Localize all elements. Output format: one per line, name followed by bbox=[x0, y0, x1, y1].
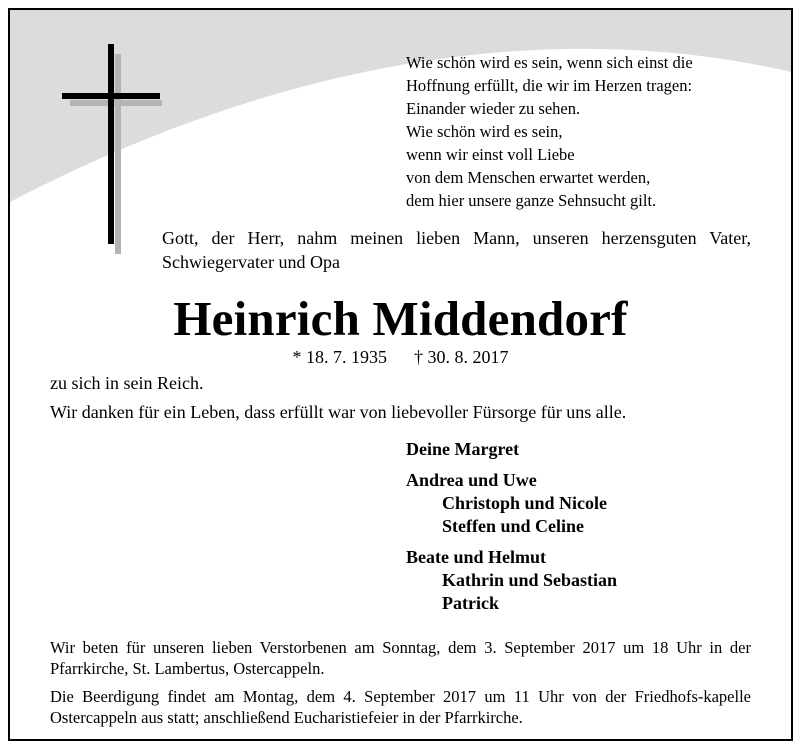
prayer-service-notice: Wir beten für unseren lieben Verstorbenen am Sonntag, dem 3. September 2017 um 18 Uhr in der Pfarrkirche, St. Lambertus, Ostercappeln. bbox=[50, 638, 751, 678]
mourner-family-parents: Andrea und Uwe bbox=[406, 470, 537, 490]
poem-line: Wie schön wird es sein, bbox=[406, 122, 563, 141]
poem-line: dem hier unsere ganze Sehnsucht gilt. bbox=[406, 191, 657, 210]
into-kingdom-text: zu sich in sein Reich. bbox=[50, 373, 204, 393]
mourner-grandchildren: Steffen und Celine bbox=[442, 516, 585, 536]
mourner-wife: Deine Margret bbox=[406, 439, 520, 459]
mourner-grandchildren: Patrick bbox=[442, 593, 499, 613]
memorial-poem bbox=[406, 51, 786, 212]
poem-line: von dem Menschen erwartet werden, bbox=[406, 168, 651, 187]
poem-line: wenn wir einst voll Liebe bbox=[406, 145, 575, 164]
christian-cross-icon bbox=[62, 42, 162, 254]
mourner-family-parents: Beate und Helmut bbox=[406, 547, 547, 567]
mourner-grandchildren: Kathrin und Sebastian bbox=[442, 570, 618, 590]
mourners-list bbox=[406, 438, 617, 615]
deceased-name: Heinrich Middendorf bbox=[173, 291, 628, 346]
death-date: † 30. 8. 2017 bbox=[414, 347, 509, 367]
poem-line: Wie schön wird es sein, wenn sich einst die bbox=[406, 53, 693, 72]
obituary-notice bbox=[8, 8, 793, 741]
thanks-text: Wir danken für ein Leben, dass erfüllt war von liebevoller Fürsorge für uns alle. bbox=[50, 402, 627, 422]
mourner-grandchildren: Christoph und Nicole bbox=[442, 493, 608, 513]
poem-line: Hoffnung erfüllt, die wir im Herzen tragen: bbox=[406, 76, 693, 95]
funeral-notice: Die Beerdigung findet am Montag, dem 4. September 2017 um 11 Uhr von der Friedhofs-kapelle Ostercappeln aus statt; anschließend Eucharistiefeier in der Pfarrkirche. bbox=[50, 687, 751, 727]
life-dates bbox=[10, 346, 791, 368]
intro-text: Gott, der Herr, nahm meinen lieben Mann, unseren herzensguten Vater, Schwiegervater und Opa bbox=[162, 228, 751, 272]
birth-date: * 18. 7. 1935 bbox=[292, 347, 387, 367]
poem-line: Einander wieder zu sehen. bbox=[406, 99, 581, 118]
